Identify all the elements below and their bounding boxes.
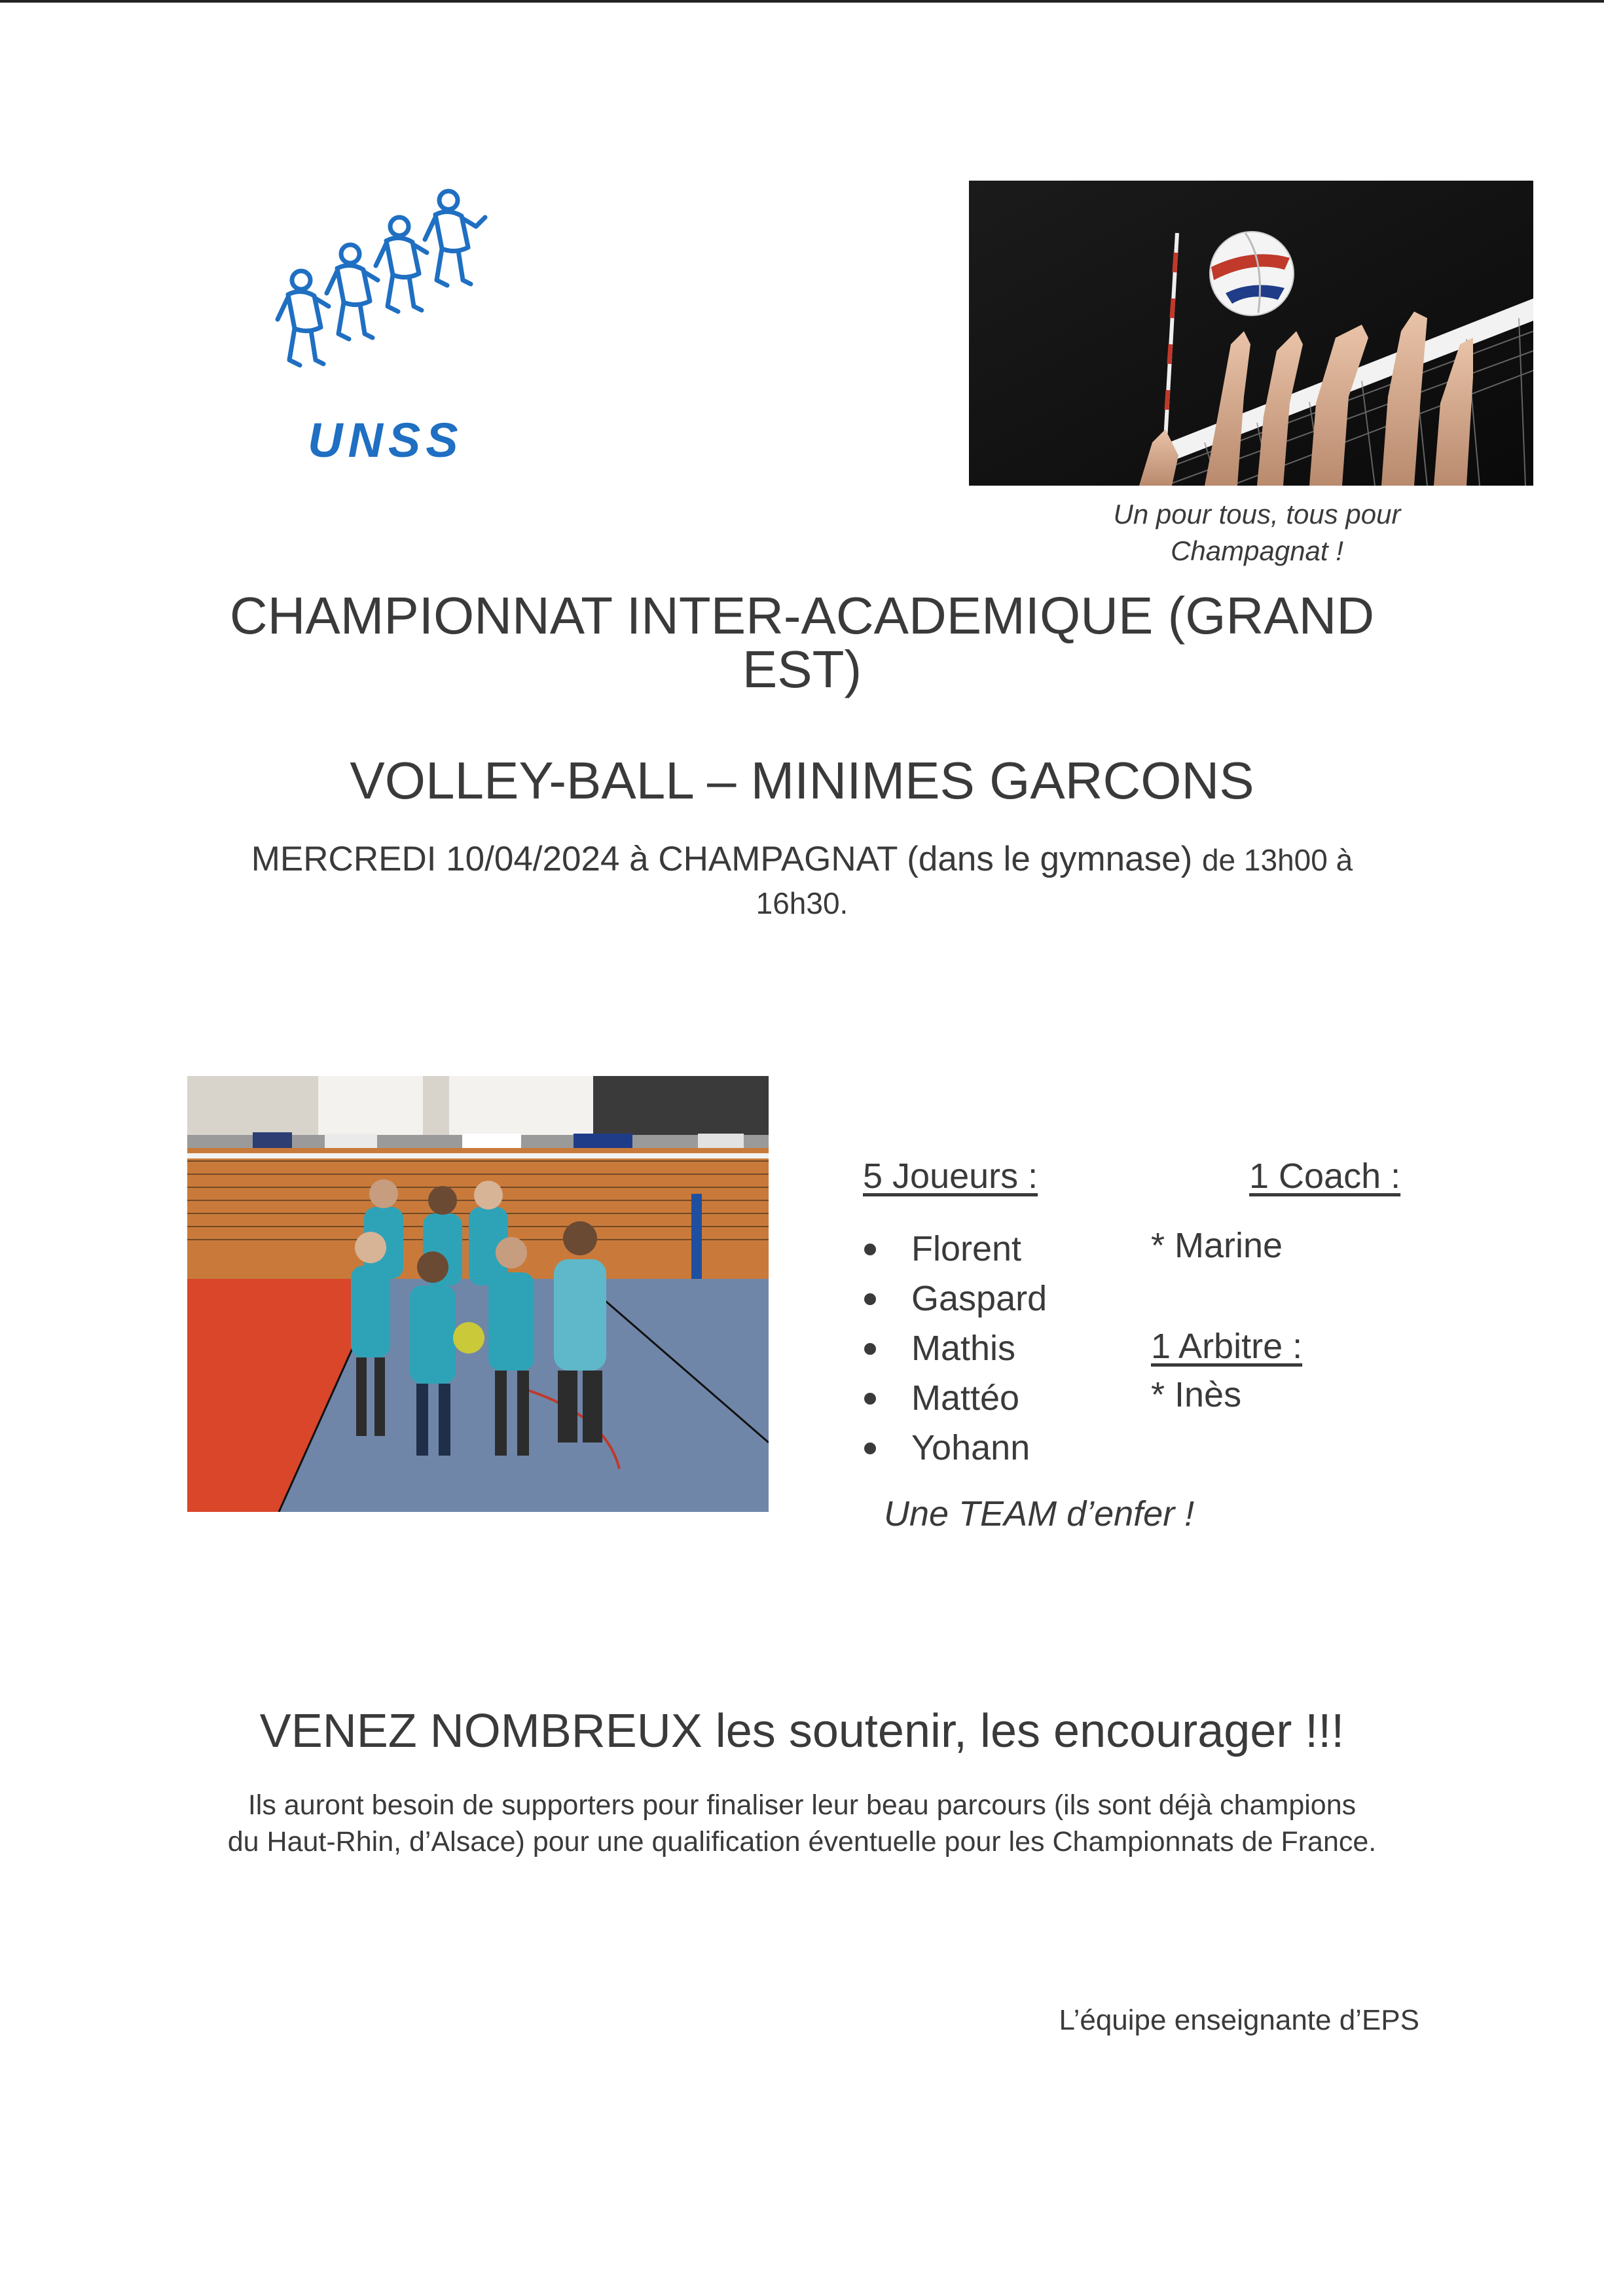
call-to-action: [151, 1704, 1453, 1758]
referee-heading: 1 Arbitre :: [1151, 1327, 1303, 1366]
time-text-part1: de 13h00 à: [1201, 843, 1353, 877]
volleyball-net-photo: [969, 181, 1533, 486]
title-line-1: CHAMPIONNAT INTER-ACADEMIQUE (GRAND: [229, 586, 1375, 645]
date-place-text: MERCREDI 10/04/2024 à CHAMPAGNAT (dans le gymnase): [251, 840, 1193, 878]
player-name: Mattéo: [911, 1378, 1020, 1418]
list-item: [864, 1323, 1047, 1373]
caption-line-1: Un pour tous, tous pour: [1113, 499, 1401, 529]
player-name: Florent: [911, 1229, 1022, 1268]
unss-runners-icon: [262, 177, 524, 399]
championship-title: [170, 586, 1434, 698]
time-text-part2: 16h30.: [756, 886, 848, 920]
bullet-icon: [864, 1343, 876, 1355]
player-name: Mathis: [911, 1329, 1016, 1368]
photo-caption: [1048, 496, 1467, 569]
event-subtitle: VOLLEY-BALL – MINIMES GARCONS: [350, 751, 1254, 810]
team-photo: [187, 1076, 769, 1512]
list-item: [864, 1224, 1047, 1274]
bullet-icon: [864, 1244, 876, 1255]
title-line-2: EST): [742, 640, 862, 698]
players-list: [864, 1224, 1047, 1473]
cta-rest: les soutenir, les encourager !!!: [702, 1705, 1345, 1757]
bullet-icon: [864, 1393, 876, 1405]
coach-name: * Marine: [1151, 1226, 1283, 1265]
signature: L’équipe enseignante d’EPS: [1059, 2004, 1419, 2036]
details-line-2: du Haut-Rhin, d’Alsace) pour une qualification éventuelle pour les Championnats de France.: [227, 1826, 1377, 1857]
unss-logo: [262, 177, 524, 478]
details-paragraph: [177, 1787, 1427, 1860]
event-date-place: [177, 838, 1427, 925]
caption-line-2: Champagnat !: [1171, 535, 1343, 566]
page-top-border: [0, 0, 1604, 3]
team-slogan: Une TEAM d’enfer !: [884, 1494, 1195, 1534]
bullet-icon: [864, 1293, 876, 1305]
unss-logo-text: UNSS: [308, 413, 464, 467]
list-item: [864, 1274, 1047, 1323]
cta-strong: VENEZ NOMBREUX: [259, 1705, 702, 1757]
bullet-icon: [864, 1443, 876, 1454]
player-name: Yohann: [911, 1428, 1030, 1467]
list-item: [864, 1423, 1047, 1473]
player-name: Gaspard: [911, 1279, 1048, 1318]
players-heading: 5 Joueurs :: [863, 1157, 1038, 1196]
details-line-1: Ils auront besoin de supporters pour finaliser leur beau parcours (ils sont déjà champions: [247, 1789, 1357, 1821]
referee-name: * Inès: [1151, 1375, 1242, 1414]
coach-heading: 1 Coach :: [1249, 1157, 1401, 1196]
list-item: [864, 1373, 1047, 1423]
